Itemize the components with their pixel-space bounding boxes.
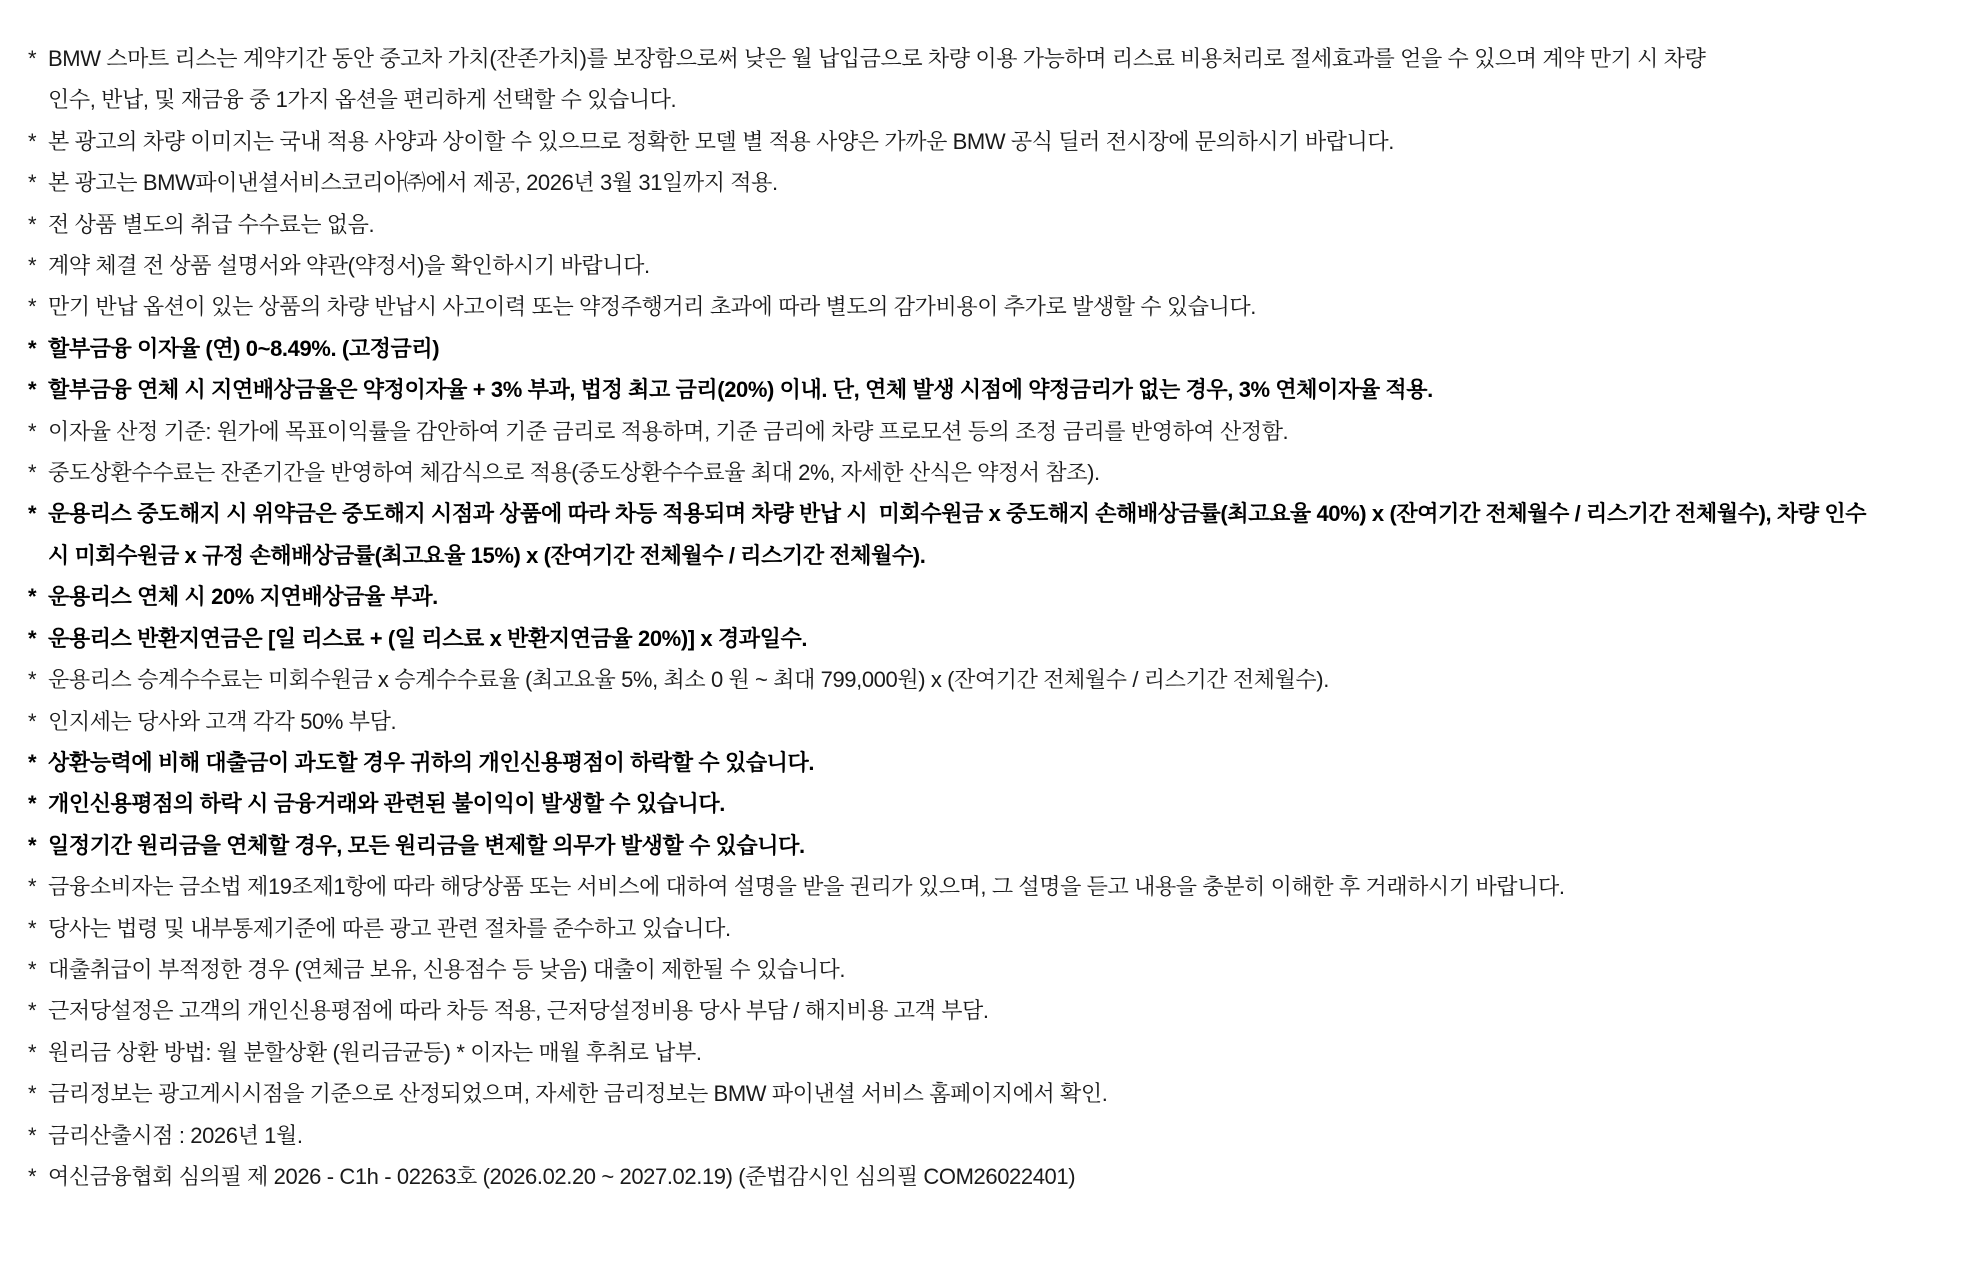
disclaimer-line [28,79,1947,120]
disclaimer-line-text: 본 광고의 차량 이미지는 국내 적용 사양과 상이할 수 있으므로 정확한 모델 별 적용 사양은 가까운 BMW 공식 딜러 전시장에 문의하시기 바랍니다. [48,128,1394,154]
disclaimer-line-text: 할부금융 연체 시 지연배상금율은 약정이자율 + 3% 부과, 법정 최고 금리(20%) 이내. 단, 연체 발생 시점에 약정금리가 없는 경우, 3% 연체이자율 적용. [48,377,1433,403]
disclaimer-line-text: 중도상환수수료는 잔존기간을 반영하여 체감식으로 적용(중도상환수수료율 최대 2%, 자세한 산식은 약정서 참조). [48,460,1100,486]
disclaimer-line-text: 운용리스 승계수수료는 미회수원금 x 승계수수료율 (최고요율 5%, 최소 0 원 ~ 최대 799,000원) x (잔여기간 전체월수 / 리스기간 전체월수). [48,667,1329,693]
disclaimer-line [28,866,1947,907]
disclaimer-line [28,204,1947,245]
disclaimer-line [28,1156,1947,1197]
disclaimer-line-text: 인지세는 당사와 고객 각각 50% 부담. [48,708,397,734]
disclaimer-line-text: 이자율 산정 기준: 원가에 목표이익률을 감안하여 기준 금리로 적용하며, 기준 금리에 차량 프로모션 등의 조정 금리를 반영하여 산정함. [48,418,1289,444]
bullet-marker: * [28,584,37,610]
disclaimer-line-text: 운용리스 반환지연금은 [일 리스료 + (일 리스료 x 반환지연금율 20%)] x 경과일수. [48,625,808,651]
disclaimer-line-text: 시 미회수원금 x 규정 손해배상금률(최고요율 15%) x (잔여기간 전체월수 / 리스기간 전체월수). [48,542,926,568]
bullet-marker: * [28,170,37,196]
disclaimer-line-text: 근저당설정은 고객의 개인신용평점에 따라 차등 적용, 근저당설정비용 당사 부담 / 해지비용 고객 부담. [48,998,989,1024]
bullet-marker: * [28,625,37,651]
disclaimer-line [28,121,1947,162]
bullet-marker: * [28,377,37,403]
disclaimer-line-text: 전 상품 별도의 취급 수수료는 없음. [48,211,375,237]
disclaimer-line-text: 일정기간 원리금을 연체할 경우, 모든 원리금을 변제할 의무가 발생할 수 있습니다. [48,832,805,858]
bullet-marker: * [28,874,37,900]
disclaimer-line-text: 금리산출시점 : 2026년 1월. [48,1122,303,1148]
disclaimer-line [28,1073,1947,1114]
bullet-marker: * [28,418,37,444]
bullet-marker: * [28,128,37,154]
bullet-marker: * [28,791,37,817]
bullet-marker: * [28,956,37,982]
bullet-marker: * [28,501,37,527]
bullet-marker: * [28,832,37,858]
disclaimer-line-text: 만기 반납 옵션이 있는 상품의 차량 반납시 사고이력 또는 약정주행거리 초과에 따라 별도의 감가비용이 추가로 발생할 수 있습니다. [48,294,1256,320]
bullet-marker: * [28,460,37,486]
disclaimer-line [28,659,1947,700]
disclaimer-line [28,535,1947,576]
disclaimer-line-text: 개인신용평점의 하락 시 금융거래와 관련된 불이익이 발생할 수 있습니다. [48,791,725,817]
bullet-marker: * [28,46,37,71]
bullet-marker: * [28,749,37,775]
disclaimer-line-text: 상환능력에 비해 대출금이 과도할 경우 귀하의 개인신용평점이 하락할 수 있습니다. [48,749,815,775]
disclaimer-line [28,38,1947,79]
disclaimer-line [28,286,1947,327]
bullet-marker: * [28,1039,37,1065]
bullet-marker: * [28,667,37,693]
disclaimer-line-text: 원리금 상환 방법: 월 분할상환 (원리금균등) * 이자는 매월 후취로 납부. [48,1039,702,1065]
disclaimer-line [28,990,1947,1031]
disclaimer-line-text: 당사는 법령 및 내부통제기준에 따른 광고 관련 절차를 준수하고 있습니다. [48,915,731,941]
disclaimer-line [28,493,1947,534]
disclaimer-line-text: 할부금융 이자율 (연) 0~8.49%. (고정금리) [48,335,440,361]
disclaimer-line-text: 운용리스 중도해지 시 위약금은 중도해지 시점과 상품에 따라 차등 적용되며 차량 반납 시 미회수원금 x 중도해지 손해배상금률(최고요율 40%) x (잔여기간 전체월수 / 리스기간 전체월수), 차량 인수 [48,501,1867,527]
disclaimer-line [28,452,1947,493]
bullet-marker: * [28,211,37,237]
disclaimer-line [28,701,1947,742]
disclaimer-line [28,825,1947,866]
disclaimer-line-text: 금리정보는 광고게시시점을 기준으로 산정되었으며, 자세한 금리정보는 BMW 파이낸셜 서비스 홈페이지에서 확인. [48,1081,1108,1107]
bullet-marker: * [28,915,37,941]
disclaimer-line [28,411,1947,452]
bullet-marker: * [28,1122,37,1148]
disclaimer-line-text: 여신금융협회 심의필 제 2026 - C1h - 02263호 (2026.02.20 ~ 2027.02.19) (준법감시인 심의필 COM26022401) [48,1163,1076,1189]
disclaimer-line-text: BMW 스마트 리스는 계약기간 동안 중고차 가치(잔존가치)를 보장함으로써 낮은 월 납입금으로 차량 이용 가능하며 리스료 비용처리로 절세효과를 얻을 수 있으며 계약 만기 시 차량 [48,46,1706,71]
disclaimer-line-text: 금융소비자는 금소법 제19조제1항에 따라 해당상품 또는 서비스에 대하여 설명을 받을 권리가 있으며, 그 설명을 듣고 내용을 충분히 이해한 후 거래하시기 바랍니다. [48,874,1565,900]
disclaimer-line [28,1115,1947,1156]
bullet-marker: * [28,335,37,361]
disclaimer-line [28,783,1947,824]
disclaimer-line [28,1032,1947,1073]
disclaimer-line [28,742,1947,783]
bullet-marker: * [28,294,37,320]
disclaimer-line [28,949,1947,990]
bullet-marker: * [28,998,37,1024]
disclaimer-list [28,38,1947,1197]
disclaimer-line [28,328,1947,369]
disclaimer-line-text: 본 광고는 BMW파이낸셜서비스코리아㈜에서 제공, 2026년 3월 31일까지 적용. [48,170,778,196]
disclaimer-line-text: 인수, 반납, 및 재금융 중 1가지 옵션을 편리하게 선택할 수 있습니다. [48,87,677,113]
bullet-marker: * [28,708,37,734]
disclaimer-line [28,576,1947,617]
disclaimer-line-text: 운용리스 연체 시 20% 지연배상금율 부과. [48,584,438,610]
disclaimer-line [28,369,1947,410]
disclaimer-line [28,908,1947,949]
disclaimer-line [28,618,1947,659]
bullet-marker: * [28,1081,37,1107]
disclaimer-line [28,162,1947,203]
bullet-marker: * [28,253,37,279]
disclaimer-line-text: 계약 체결 전 상품 설명서와 약관(약정서)을 확인하시기 바랍니다. [48,253,650,279]
disclaimer-line [28,245,1947,286]
disclaimer-line-text: 대출취급이 부적정한 경우 (연체금 보유, 신용점수 등 낮음) 대출이 제한될 수 있습니다. [48,956,846,982]
bullet-marker: * [28,1163,37,1189]
